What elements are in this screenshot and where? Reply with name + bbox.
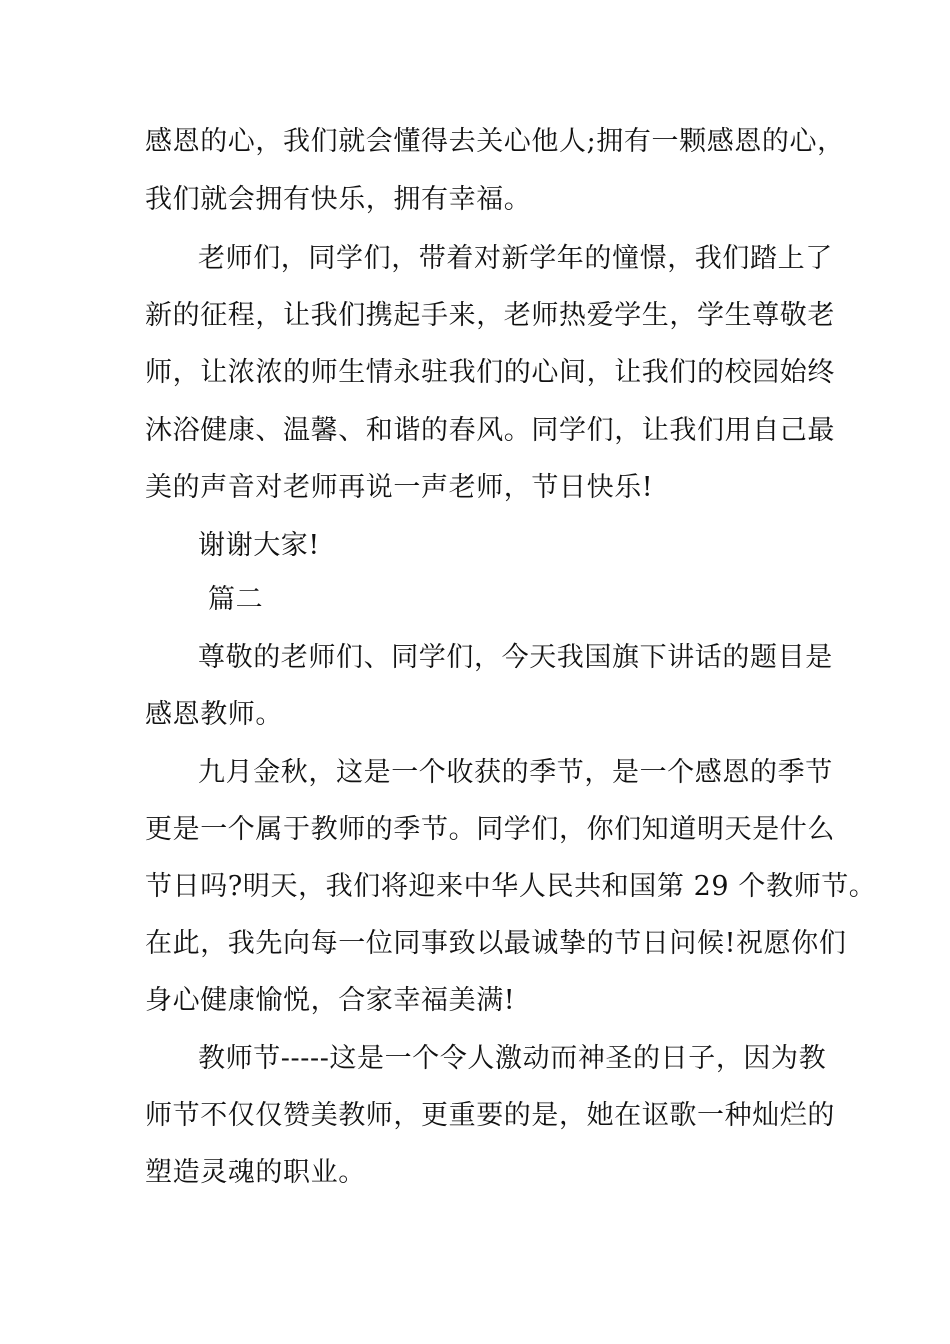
paragraph-line: 美的声音对老师再说一声老师，节日快乐! xyxy=(145,472,654,503)
paragraph-line: 身心健康愉悦，合家幸福美满! xyxy=(145,985,516,1016)
paragraph-line: 感恩的心，我们就会懂得去关心他人;拥有一颗感恩的心， xyxy=(145,126,845,157)
paragraph-line: 九月金秋，这是一个收获的季节，是一个感恩的季节 xyxy=(198,757,833,788)
paragraph-line: 感恩教师。 xyxy=(145,699,283,730)
paragraph-line: 尊敬的老师们、同学们，今天我国旗下讲话的题目是 xyxy=(198,642,833,673)
paragraph-line: 塑造灵魂的职业。 xyxy=(145,1157,366,1188)
paragraph-line: 师节不仅仅赞美教师，更重要的是，她在讴歌一种灿烂的 xyxy=(145,1100,835,1131)
paragraph-line: 老师们，同学们，带着对新学年的憧憬，我们踏上了 xyxy=(198,243,833,274)
section-heading: 篇二 xyxy=(208,584,264,615)
paragraph-line: 更是一个属于教师的季节。同学们，你们知道明天是什么 xyxy=(145,814,835,845)
closing-line: 谢谢大家! xyxy=(198,530,320,561)
paragraph-line: 我们就会拥有快乐，拥有幸福。 xyxy=(145,184,532,215)
paragraph-line: 新的征程，让我们携起手来，老师热爱学生，学生尊敬老 xyxy=(145,300,835,331)
paragraph-line: 教师节-----这是一个令人激动而神圣的日子，因为教 xyxy=(198,1043,827,1074)
paragraph-line: 节日吗?明天，我们将迎来中华人民共和国第 29 个教师节。 xyxy=(145,871,877,902)
paragraph-line: 沐浴健康、温馨、和谐的春风。同学们，让我们用自己最 xyxy=(145,415,835,446)
paragraph-line: 在此，我先向每一位同事致以最诚挚的节日问候!祝愿你们 xyxy=(145,928,847,959)
paragraph-line: 师，让浓浓的师生情永驻我们的心间，让我们的校园始终 xyxy=(145,357,835,388)
